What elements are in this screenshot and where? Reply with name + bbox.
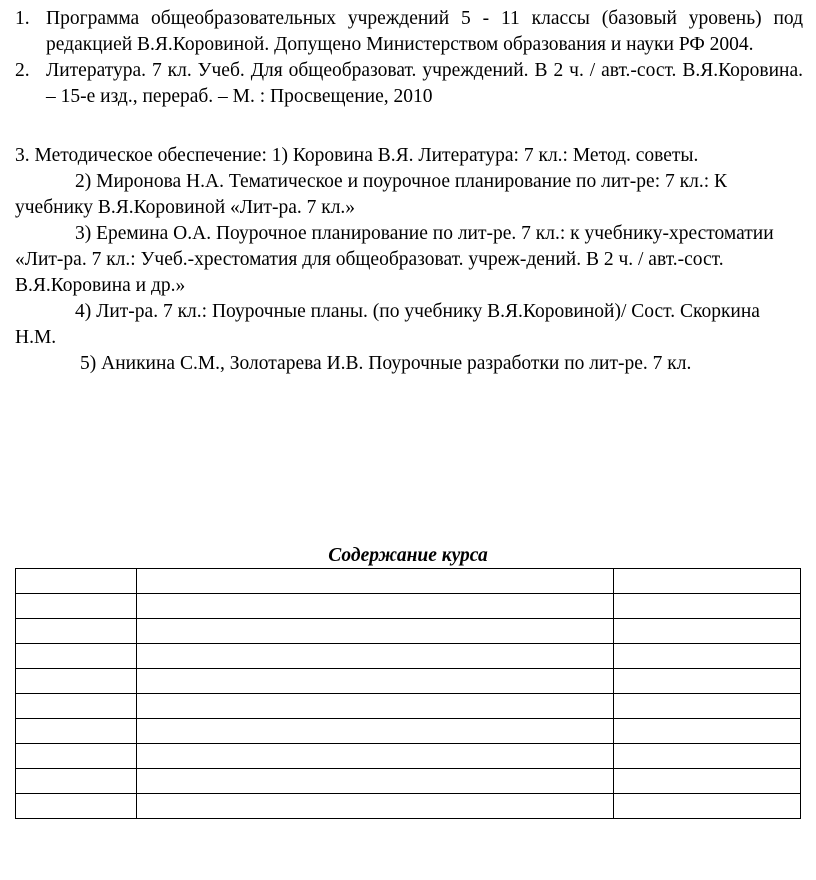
table-cell: [613, 744, 800, 769]
table-cell: [137, 569, 614, 594]
table-cell: [16, 744, 137, 769]
table-cell: [16, 669, 137, 694]
table-cell: [16, 769, 137, 794]
table-cell: [613, 594, 800, 619]
table-cell: [16, 694, 137, 719]
reference-text: Программа общеобразовательных учреждений 5 - 11 классы (базовый уровень) под редакцией В.Я.Коровиной. Допущено Министерством образования и науки РФ 2004.: [46, 8, 803, 55]
table-row: [16, 744, 801, 769]
methodical-support-heading: 3. Методическое обеспечение: 1) Коровина В.Я. Литература: 7 кл.: Метод. советы.: [15, 145, 699, 166]
table-cell: [137, 744, 614, 769]
table-row: [16, 644, 801, 669]
table-cell: [613, 719, 800, 744]
table-cell: [137, 644, 614, 669]
reference-list: [15, 6, 803, 110]
table-cell: [137, 694, 614, 719]
reference-text: Литература. 7 кл. Учеб. Для общеобразоват. учреждений. В 2 ч. / авт.-сост. В.Я.Коровина. – 15-е изд., перераб. – М. : Просвещение, 2010: [46, 60, 803, 107]
table-row: [16, 794, 801, 819]
methodical-item-2: 2) Миронова Н.А. Тематическое и поурочное планирование по лит-ре: 7 кл.: К учебнику В.Я.Коровиной «Лит-ра. 7 кл.»: [15, 171, 727, 218]
course-content-title: Содержание курса: [328, 545, 488, 566]
table-row: [16, 669, 801, 694]
table-cell: [613, 669, 800, 694]
table-cell: [137, 719, 614, 744]
table-cell: [16, 644, 137, 669]
reference-number: 2.: [15, 60, 30, 81]
methodical-item-5: 5) Аникина С.М., Золотарева И.В. Поурочные разработки по лит-ре. 7 кл.: [80, 353, 692, 374]
course-content-table: [15, 568, 801, 819]
table-row: [16, 619, 801, 644]
table-cell: [613, 569, 800, 594]
table-cell: [137, 669, 614, 694]
table-cell: [613, 644, 800, 669]
table-row: [16, 769, 801, 794]
table-cell: [137, 769, 614, 794]
methodical-support-section: [15, 143, 805, 377]
table-row: [16, 694, 801, 719]
course-table-body: [16, 569, 801, 819]
methodical-item-4: 4) Лит-ра. 7 кл.: Поурочные планы. (по учебнику В.Я.Коровиной)/ Сост. Скоркина Н.М.: [15, 301, 760, 348]
table-cell: [137, 594, 614, 619]
reference-number: 1.: [15, 8, 30, 29]
table-cell: [16, 794, 137, 819]
reference-item-2: [15, 58, 803, 110]
table-cell: [137, 794, 614, 819]
table-cell: [137, 619, 614, 644]
methodical-item-3: 3) Еремина О.А. Поурочное планирование по лит-ре. 7 кл.: к учебнику-хрестоматии «Лит-ра. 7 кл.: Учеб.-хрестоматия для общеобразоват. учреж-дений. В 2 ч. / авт.-сост. В.Я.Коровина и др.»: [15, 223, 774, 296]
table-cell: [613, 619, 800, 644]
table-row: [16, 569, 801, 594]
table-row: [16, 594, 801, 619]
table-cell: [16, 719, 137, 744]
reference-item-1: [15, 6, 803, 58]
table-cell: [16, 594, 137, 619]
table-cell: [16, 619, 137, 644]
table-row: [16, 719, 801, 744]
table-cell: [613, 794, 800, 819]
table-cell: [613, 694, 800, 719]
table-cell: [16, 569, 137, 594]
table-cell: [613, 769, 800, 794]
